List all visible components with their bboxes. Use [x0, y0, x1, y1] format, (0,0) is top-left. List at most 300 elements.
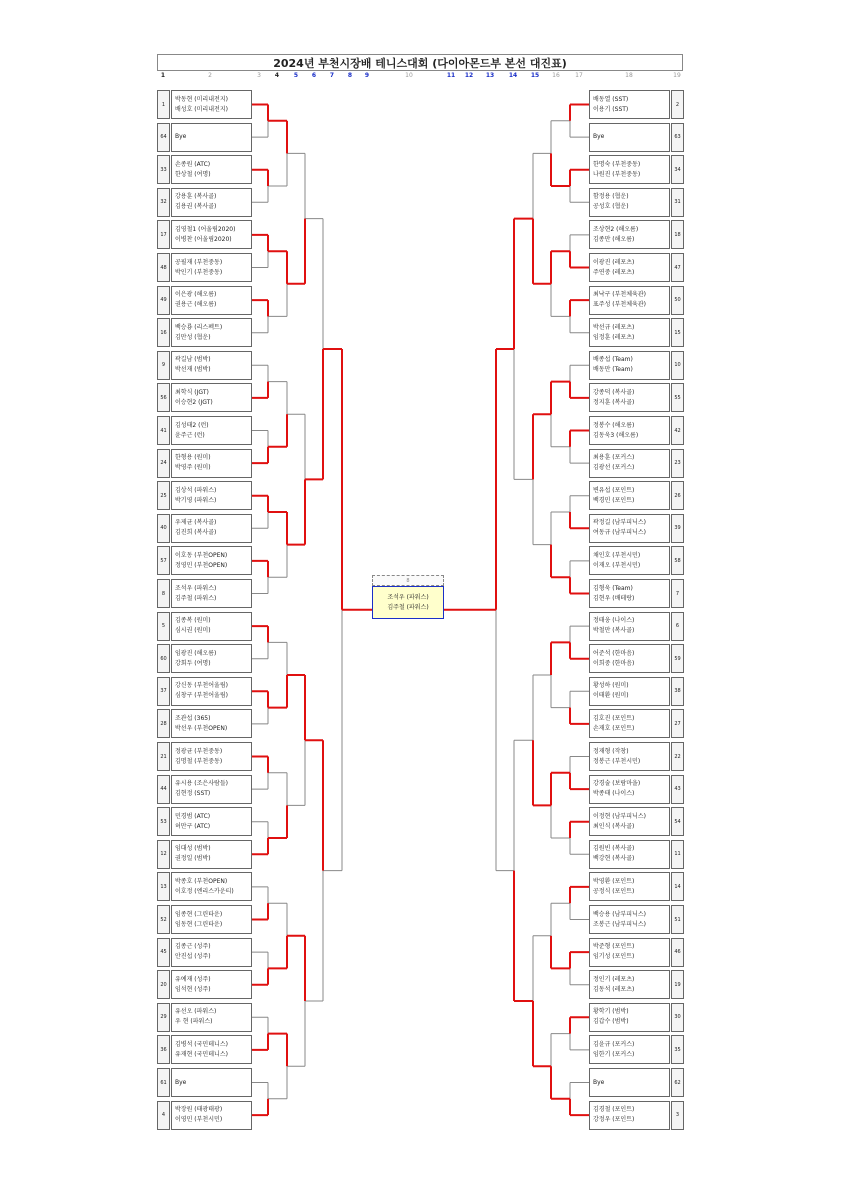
column-number: 17 — [575, 72, 583, 79]
player-1-name: 정인기 (레포츠) — [593, 975, 635, 983]
bracket-entry — [157, 872, 252, 901]
team-names — [589, 383, 670, 412]
team-names — [589, 677, 670, 706]
player-2-name: 김현정 (SST) — [175, 790, 211, 798]
seed-number: 20 — [157, 970, 170, 999]
bracket-entry — [157, 318, 252, 347]
seed-number: 10 — [671, 351, 684, 380]
player-2-name: 정영민 (부천OPEN) — [175, 561, 228, 569]
bracket-entry — [157, 546, 252, 575]
player-2-name: 윤주근 (런) — [175, 431, 205, 439]
team-names — [171, 253, 252, 282]
player-1-name: 강종덕 (복사골) — [593, 388, 635, 396]
player-1-name: 황성하 (원미) — [593, 682, 629, 690]
bracket-entry — [589, 318, 684, 347]
player-1-name: 유예재 (성주) — [175, 975, 211, 983]
team-names — [171, 514, 252, 543]
champion-player-1: 조석우 (파워스) — [387, 593, 429, 601]
seed-number: 42 — [671, 416, 684, 445]
team-names — [589, 1101, 670, 1130]
seed-number: 4 — [157, 1101, 170, 1130]
player-1-name: Bye — [593, 133, 605, 141]
seed-number: 57 — [157, 546, 170, 575]
column-number: 13 — [485, 72, 495, 79]
player-1-name: 김영철1 (어울림2020) — [175, 225, 236, 233]
bracket-entry — [157, 579, 252, 608]
player-2-name: 강정우 (포인트) — [593, 1116, 635, 1124]
team-names — [171, 449, 252, 478]
column-number: 3 — [257, 72, 261, 79]
column-number: 2 — [208, 72, 212, 79]
bracket-entry — [157, 709, 252, 738]
player-1-name: 김병석 (국민테니스) — [175, 1040, 228, 1048]
bracket-entry — [589, 123, 684, 152]
player-1-name: Bye — [593, 1078, 605, 1086]
seed-number: 34 — [671, 155, 684, 184]
bracket-entry — [589, 938, 684, 967]
team-names — [171, 742, 252, 771]
player-2-name: 심시권 (원미) — [175, 627, 211, 635]
player-2-name: 권정일 (범박) — [175, 855, 211, 863]
bracket-entry — [589, 1035, 684, 1064]
team-names — [171, 90, 252, 119]
team-names — [589, 579, 670, 608]
player-1-name: 이은광 (해오름) — [175, 291, 217, 299]
seed-number: 31 — [671, 188, 684, 217]
team-names — [171, 775, 252, 804]
player-2-name: 임기성 (포인트) — [593, 953, 635, 961]
team-names — [171, 1035, 252, 1064]
player-2-name: 공성호 (협운) — [593, 203, 629, 211]
bracket-entry — [157, 905, 252, 934]
seed-number: 30 — [671, 1003, 684, 1032]
seed-number: 19 — [671, 970, 684, 999]
team-names — [589, 123, 670, 152]
bracket-entry — [157, 1101, 252, 1130]
team-names — [589, 742, 670, 771]
team-names — [589, 1035, 670, 1064]
seed-number: 8 — [157, 579, 170, 608]
team-names — [589, 905, 670, 934]
team-names — [589, 1068, 670, 1097]
player-2-name: 김동석 (레포츠) — [593, 985, 635, 993]
player-1-name: 김윤규 (포커스) — [593, 1040, 635, 1048]
column-number: 6 — [311, 72, 317, 79]
bracket-entry — [589, 905, 684, 934]
player-2-name: 최인식 (복사골) — [593, 822, 635, 830]
page-title: 2024년 부천시장배 테니스대회 (다이아몬드부 본선 대진표) — [157, 54, 683, 71]
player-2-name: 이태환 (원미) — [593, 692, 629, 700]
seed-number: 16 — [157, 318, 170, 347]
player-1-name: 박동현 (미리내전지) — [175, 95, 228, 103]
player-2-name: 배동만 (Team) — [593, 366, 633, 374]
bracket-entry — [157, 612, 252, 641]
bracket-entry — [589, 449, 684, 478]
seed-number: 22 — [671, 742, 684, 771]
bracket-entry — [157, 840, 252, 869]
seed-number: 47 — [671, 253, 684, 282]
player-1-name: 배종섭 (Team) — [593, 356, 633, 364]
player-1-name: 박장원 (태광태광) — [175, 1106, 223, 1114]
team-names — [171, 188, 252, 217]
team-names — [589, 514, 670, 543]
seed-number: 32 — [157, 188, 170, 217]
team-names — [171, 677, 252, 706]
seed-number: 61 — [157, 1068, 170, 1097]
column-number: 9 — [364, 72, 370, 79]
seed-number: 23 — [671, 449, 684, 478]
player-2-name: 김진희 (복사골) — [175, 529, 217, 537]
player-2-name: 박선우 (부천OPEN) — [175, 724, 228, 732]
column-number: 4 — [274, 72, 280, 79]
player-2-name: 나원진 (부천중동) — [593, 170, 641, 178]
seed-number: 43 — [671, 775, 684, 804]
bracket-entry — [589, 383, 684, 412]
bracket-entry — [589, 807, 684, 836]
bracket-entry — [589, 1068, 684, 1097]
team-names — [589, 612, 670, 641]
player-1-name: 김경철 (포인트) — [593, 1106, 635, 1114]
player-1-name: 김종복 (원미) — [175, 617, 211, 625]
player-2-name: 주연중 (레포츠) — [593, 268, 635, 276]
bracket-entry — [157, 155, 252, 184]
seed-number: 37 — [157, 677, 170, 706]
bracket-entry — [589, 351, 684, 380]
player-2-name: 이병찬 (어울림2020) — [175, 235, 232, 243]
player-1-name: 채인호 (부천시민) — [593, 551, 641, 559]
bracket-entry — [589, 514, 684, 543]
bracket-entry — [589, 709, 684, 738]
team-names — [171, 123, 252, 152]
bracket-entry — [589, 220, 684, 249]
player-2-name: 박기영 (파워스) — [175, 496, 217, 504]
team-names — [589, 807, 670, 836]
seed-number: 38 — [671, 677, 684, 706]
player-2-name: 표주성 (부천체육관) — [593, 301, 646, 309]
bracket-entry — [589, 253, 684, 282]
column-number: 7 — [329, 72, 335, 79]
seed-number: 63 — [671, 123, 684, 152]
seed-number: 51 — [671, 905, 684, 934]
player-2-name: 손재호 (포인트) — [593, 724, 635, 732]
team-names — [589, 481, 670, 510]
seed-number: 14 — [671, 872, 684, 901]
team-names — [589, 938, 670, 967]
seed-number: 48 — [157, 253, 170, 282]
team-names — [171, 155, 252, 184]
player-2-name: 김용권 (복사골) — [175, 203, 217, 211]
player-1-name: 정재형 (작창) — [593, 747, 629, 755]
column-number: 16 — [552, 72, 560, 79]
player-2-name: 임한기 (포커스) — [593, 1050, 635, 1058]
team-names — [589, 546, 670, 575]
player-1-name: 조석우 (파워스) — [175, 584, 217, 592]
player-1-name: 임광진 (해오름) — [175, 649, 217, 657]
player-1-name: 배동열 (SST) — [593, 95, 629, 103]
player-1-name: 백승룡 (리스펙트) — [175, 323, 223, 331]
team-names — [589, 709, 670, 738]
champion-player-2: 김주철 (파워스) — [387, 603, 429, 611]
team-names — [171, 546, 252, 575]
player-1-name: Bye — [175, 133, 187, 141]
seed-number: 53 — [157, 807, 170, 836]
player-1-name: 박준형 (포인트) — [593, 943, 635, 951]
team-names — [589, 253, 670, 282]
bracket-entry — [589, 970, 684, 999]
player-1-name: 김성태2 (런) — [175, 421, 209, 429]
player-1-name: 박선규 (레포츠) — [593, 323, 635, 331]
bracket-entry — [589, 872, 684, 901]
player-2-name: 박인기 (부천중동) — [175, 268, 223, 276]
seed-number: 40 — [157, 514, 170, 543]
player-2-name: 배성호 (미리내전지) — [175, 105, 228, 113]
team-names — [171, 1101, 252, 1130]
seed-number: 7 — [671, 579, 684, 608]
bracket-entry — [157, 677, 252, 706]
player-1-name: 김원빈 (복사골) — [593, 845, 635, 853]
player-2-name: 김갑수 (범박) — [593, 1018, 629, 1026]
column-number: 8 — [347, 72, 353, 79]
bracket-entry — [589, 840, 684, 869]
bracket-entry — [157, 938, 252, 967]
team-names — [171, 644, 252, 673]
player-1-name: 정봉수 (해오름) — [593, 421, 635, 429]
bracket-entry — [157, 1003, 252, 1032]
bracket-entry — [589, 188, 684, 217]
seed-number: 64 — [157, 123, 170, 152]
player-2-name: 박종태 (나이스) — [593, 790, 635, 798]
bracket-entry — [157, 970, 252, 999]
team-names — [171, 351, 252, 380]
player-1-name: 최학식 (JGT) — [175, 388, 209, 396]
bracket-entry — [589, 155, 684, 184]
player-2-name: 우 현 (파워스) — [175, 1018, 213, 1026]
seed-number: 28 — [157, 709, 170, 738]
player-2-name: 심창구 (부천어울림) — [175, 692, 228, 700]
player-1-name: 임대성 (범박) — [175, 845, 211, 853]
team-names — [171, 970, 252, 999]
column-number: 18 — [625, 72, 633, 79]
bracket-entry — [157, 807, 252, 836]
column-number: 14 — [508, 72, 518, 79]
player-2-name: 강회두 (여명) — [175, 659, 211, 667]
player-1-name: 박종호 (부천OPEN) — [175, 877, 228, 885]
seed-number: 39 — [671, 514, 684, 543]
player-1-name: 변유섭 (포인트) — [593, 486, 635, 494]
player-2-name: 박영주 (원미) — [175, 464, 211, 472]
seed-number: 2 — [671, 90, 684, 119]
player-1-name: 최낙구 (부천체육관) — [593, 291, 646, 299]
seed-number: 1 — [157, 90, 170, 119]
team-names — [589, 872, 670, 901]
team-names — [171, 872, 252, 901]
player-2-name: 이재오 (부천시민) — [593, 561, 641, 569]
team-names — [589, 188, 670, 217]
player-2-name: 안진섭 (성주) — [175, 953, 211, 961]
player-1-name: 박영환 (포인트) — [593, 877, 635, 885]
seed-number: 46 — [671, 938, 684, 967]
team-names — [171, 938, 252, 967]
seed-number: 62 — [671, 1068, 684, 1097]
player-1-name: 곽정길 (남부피닉스) — [593, 519, 646, 527]
seed-number: 56 — [157, 383, 170, 412]
player-1-name: 강신동 (부천어울림) — [175, 682, 228, 690]
team-names — [171, 709, 252, 738]
player-1-name: 유선오 (파워스) — [175, 1008, 217, 1016]
team-names — [589, 416, 670, 445]
team-names — [171, 416, 252, 445]
player-1-name: 김형욱 (Team) — [593, 584, 633, 592]
seed-number: 44 — [157, 775, 170, 804]
column-number: 12 — [464, 72, 474, 79]
seed-number: 36 — [157, 1035, 170, 1064]
team-names — [171, 220, 252, 249]
team-names — [589, 220, 670, 249]
seed-number: 50 — [671, 286, 684, 315]
seed-number: 54 — [671, 807, 684, 836]
seed-number: 25 — [157, 481, 170, 510]
player-1-name: 황학기 (범박) — [593, 1008, 629, 1016]
bracket-entry — [589, 546, 684, 575]
column-number: 1 — [160, 72, 166, 79]
player-2-name: 김명철 (부천중동) — [175, 757, 223, 765]
column-number: 15 — [530, 72, 540, 79]
player-2-name: 한상철 (여명) — [175, 170, 211, 178]
seed-number: 52 — [157, 905, 170, 934]
player-1-name: 백승용 (남부피닉스) — [593, 910, 646, 918]
player-2-name: 여동규 (남부피닉스) — [593, 529, 646, 537]
player-1-name: 손종원 (ATC) — [175, 160, 211, 168]
seed-number: 60 — [157, 644, 170, 673]
team-names — [171, 383, 252, 412]
seed-number: 58 — [671, 546, 684, 575]
bracket-entry — [157, 253, 252, 282]
seed-number: 18 — [671, 220, 684, 249]
team-names — [171, 318, 252, 347]
team-names — [171, 1068, 252, 1097]
player-1-name: 김상석 (파워스) — [175, 486, 217, 494]
player-2-name: 공정식 (포인트) — [593, 887, 635, 895]
seed-number: 15 — [671, 318, 684, 347]
seed-number: 12 — [157, 840, 170, 869]
player-2-name: 백경민 (포인트) — [593, 496, 635, 504]
seed-number: 27 — [671, 709, 684, 738]
seed-number: 55 — [671, 383, 684, 412]
player-1-name: 조상현2 (해오름) — [593, 225, 639, 233]
player-1-name: 이광진 (레포츠) — [593, 258, 635, 266]
player-1-name: 정태웅 (나이스) — [593, 617, 635, 625]
bracket-entry — [589, 286, 684, 315]
player-1-name: 공필재 (부천중동) — [175, 258, 223, 266]
player-2-name: 김광선 (포커스) — [593, 464, 635, 472]
team-names — [589, 970, 670, 999]
team-names — [589, 840, 670, 869]
player-2-name: 정지훈 (복사골) — [593, 398, 635, 406]
seed-number: 24 — [157, 449, 170, 478]
bracket-entry — [157, 1068, 252, 1097]
champion-box — [372, 575, 444, 621]
bracket-entry — [589, 644, 684, 673]
bracket-entry — [157, 775, 252, 804]
team-names — [171, 286, 252, 315]
bracket-entry — [157, 188, 252, 217]
team-names — [589, 1003, 670, 1032]
player-2-name: 김동욱3 (해오름) — [593, 431, 639, 439]
player-2-name: 이희중 (한마음) — [593, 659, 635, 667]
player-2-name: 이호정 (엔리스카운티) — [175, 887, 234, 895]
player-2-name: 정봉근 (부천시민) — [593, 757, 641, 765]
player-1-name: 최용훈 (포커스) — [593, 454, 635, 462]
seed-number: 33 — [157, 155, 170, 184]
player-2-name: 권용근 (해오름) — [175, 301, 217, 309]
team-names — [171, 807, 252, 836]
column-number: 5 — [293, 72, 299, 79]
team-names — [171, 612, 252, 641]
player-1-name: 강경술 (보람마을) — [593, 780, 641, 788]
player-2-name: 조봉근 (남부피닉스) — [593, 920, 646, 928]
bracket-entry — [589, 775, 684, 804]
bracket-entry — [589, 677, 684, 706]
column-number: 11 — [446, 72, 456, 79]
bracket-entry — [589, 481, 684, 510]
seed-number: 29 — [157, 1003, 170, 1032]
player-1-name: Bye — [175, 1078, 187, 1086]
player-2-name: 김만성 (협운) — [175, 333, 211, 341]
column-number: 19 — [673, 72, 681, 79]
bracket-entry — [157, 449, 252, 478]
team-names — [171, 579, 252, 608]
player-1-name: 이정현 (남부피닉스) — [593, 812, 646, 820]
seed-number: 26 — [671, 481, 684, 510]
team-names — [171, 905, 252, 934]
bracket-entry — [157, 123, 252, 152]
player-2-name: 김주철 (파워스) — [175, 594, 217, 602]
team-names — [589, 318, 670, 347]
team-names — [589, 775, 670, 804]
seed-number: 59 — [671, 644, 684, 673]
bracket-entry — [157, 90, 252, 119]
champion-seed: 8 — [372, 575, 444, 586]
team-names — [589, 155, 670, 184]
bracket-entry — [589, 90, 684, 119]
team-names — [171, 840, 252, 869]
player-1-name: 김종근 (성주) — [175, 943, 211, 951]
player-2-name: 이용기 (SST) — [593, 105, 629, 113]
seed-number: 49 — [157, 286, 170, 315]
player-1-name: 유시용 (조은사람들) — [175, 780, 228, 788]
player-2-name: 백강현 (복사골) — [593, 855, 635, 863]
bracket-entry — [157, 1035, 252, 1064]
player-2-name: 임석현 (성주) — [175, 985, 211, 993]
bracket-entry — [157, 416, 252, 445]
player-1-name: 강용훈 (복사골) — [175, 193, 217, 201]
bracket-entry — [157, 286, 252, 315]
player-2-name: 김현우 (배테랑) — [593, 594, 635, 602]
bracket-entry — [589, 416, 684, 445]
team-names — [171, 1003, 252, 1032]
player-1-name: 정광균 (부천중동) — [175, 747, 223, 755]
player-2-name: 허만구 (ATC) — [175, 822, 211, 830]
bracket-entry — [589, 742, 684, 771]
seed-number: 35 — [671, 1035, 684, 1064]
bracket-entry — [589, 1101, 684, 1130]
player-1-name: 어준석 (한마음) — [593, 649, 635, 657]
seed-number: 11 — [671, 840, 684, 869]
team-names — [589, 644, 670, 673]
player-2-name: 임정훈 (레포츠) — [593, 333, 635, 341]
bracket-entry — [157, 351, 252, 380]
bracket-entry — [157, 220, 252, 249]
